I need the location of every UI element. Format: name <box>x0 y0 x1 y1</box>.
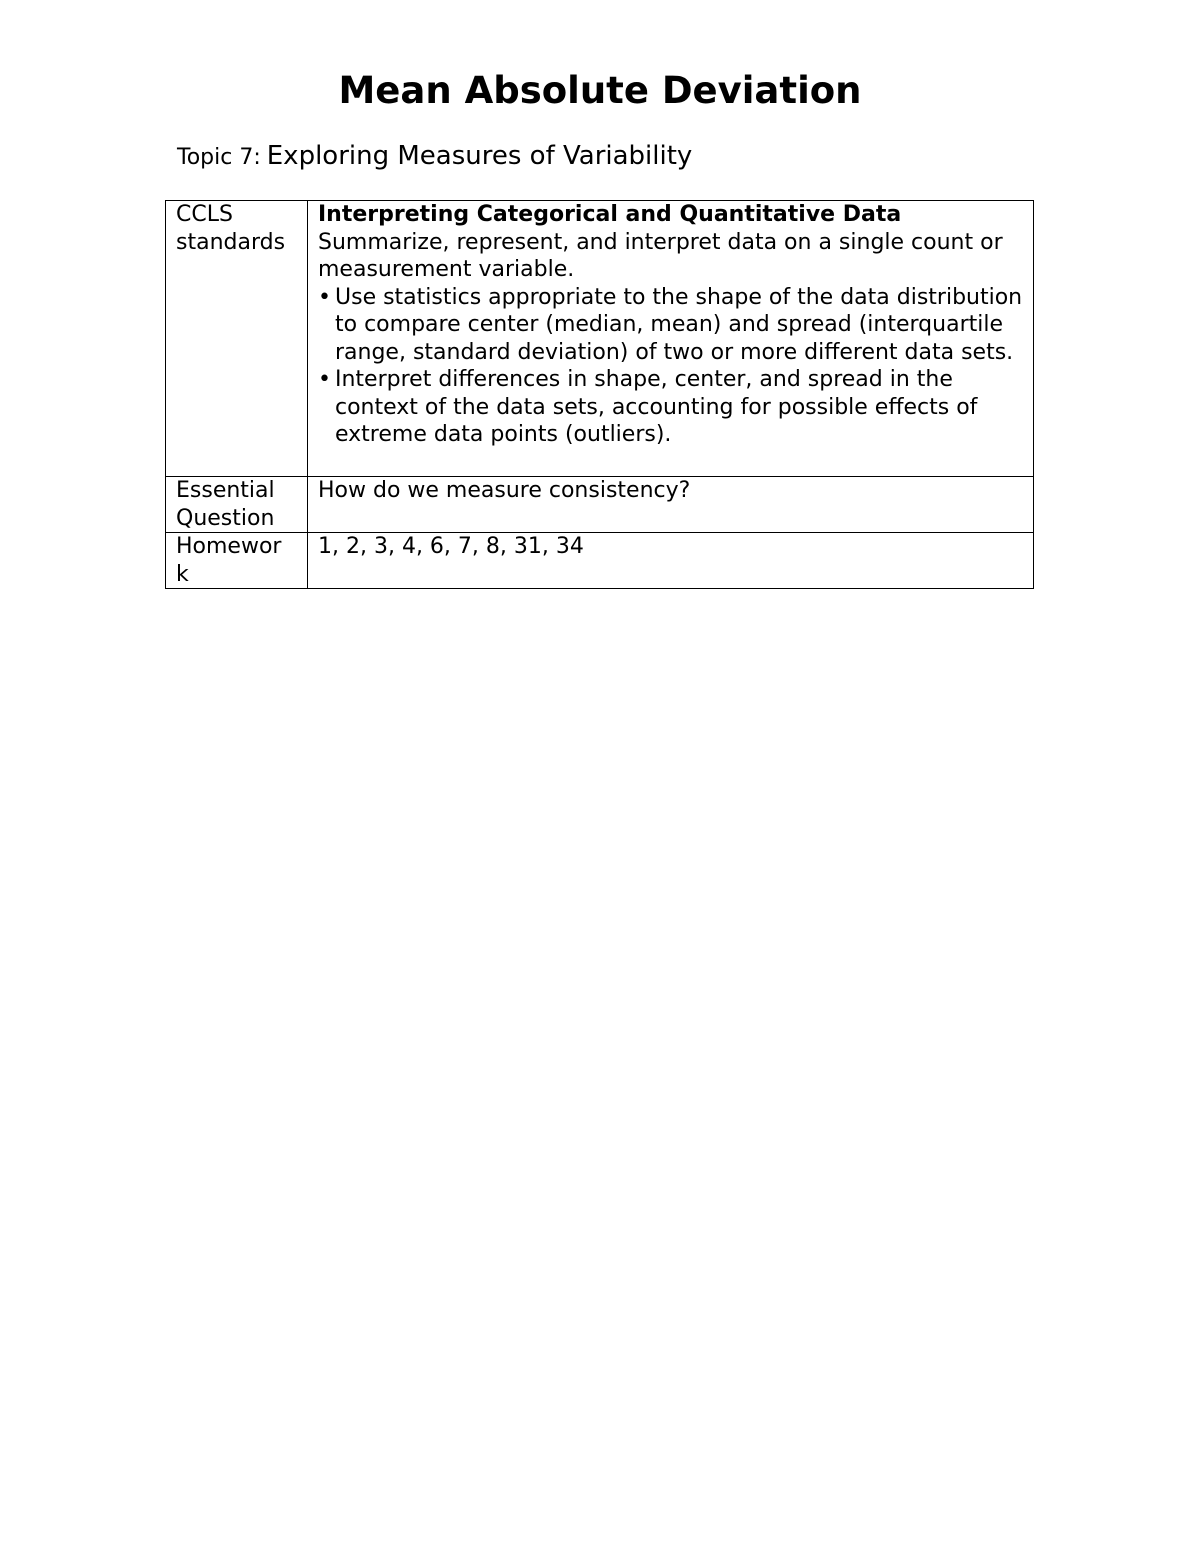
ccls-heading: Interpreting Categorical and Quantitative Data <box>318 202 902 227</box>
essential-question-value: How do we measure consistency? <box>308 477 1034 533</box>
list-item <box>318 284 1023 367</box>
ccls-bullet-text: Use statistics appropriate to the shape of the data distribution to compare center (median, mean) and spread (interquartile range, standard deviation) of two or more different data sets. <box>335 284 1023 365</box>
ccls-bullet-list <box>318 284 1023 449</box>
ccls-row <box>166 201 1034 477</box>
essential-question-label-cell <box>166 477 308 533</box>
topic-line <box>177 141 692 171</box>
topic-name: Exploring Measures of Variability <box>266 141 693 171</box>
essential-question-label-line1: Essential <box>176 478 275 503</box>
bullet-icon: • <box>318 367 331 392</box>
ccls-bullet-text: Interpret differences in shape, center, and spread in the context of the data sets, accounting for possible effects of extreme data points (outliers). <box>335 367 978 447</box>
homework-value: 1, 2, 3, 4, 6, 7, 8, 31, 34 <box>308 533 1034 589</box>
essential-question-label-line2: Question <box>176 505 275 531</box>
homework-label-line1: Homewor <box>176 534 282 559</box>
ccls-label-line2: standards <box>176 229 286 255</box>
homework-label-line2: k <box>176 561 189 587</box>
bullet-icon: • <box>318 284 331 310</box>
ccls-content-cell <box>308 201 1034 477</box>
homework-row <box>166 533 1034 589</box>
ccls-summary: Summarize, represent, and interpret data on a single count or measurement variable. <box>318 229 1003 282</box>
list-item <box>318 366 1023 449</box>
page-title: Mean Absolute Deviation <box>338 69 862 112</box>
topic-label: Topic 7: <box>177 145 261 170</box>
ccls-label-cell <box>166 201 308 477</box>
standards-table <box>165 200 1034 589</box>
ccls-label-line1: CCLS <box>176 202 233 227</box>
homework-label-cell <box>166 533 308 589</box>
essential-question-row <box>166 477 1034 533</box>
